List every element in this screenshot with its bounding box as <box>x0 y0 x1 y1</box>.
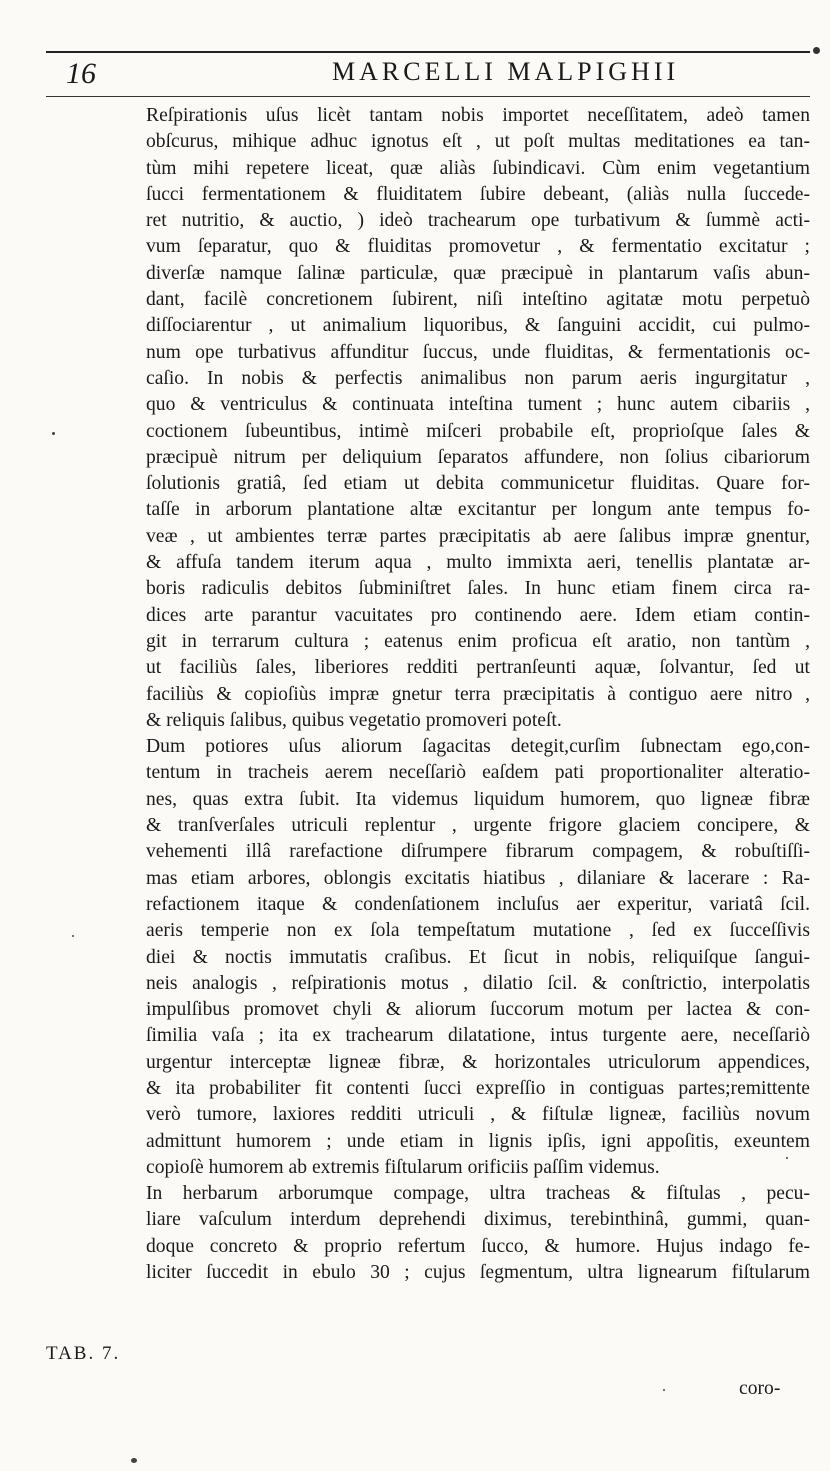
text-line: impulſibus promovet chyli & aliorum ſuccorum motum per lactea & con- <box>146 999 810 1021</box>
text-line: diei & noctis immutatis craſibus. Et ſicut in nobis, reliquiſque ſangui- <box>146 946 810 968</box>
text-line: urgentur interceptæ ligneæ fibræ, & horizontales utriculorum appendices, <box>146 1051 810 1073</box>
text-line: ut faciliùs ſales, liberiores redditi pertranſeunti aquæ, ſolvantur, ſed ut <box>146 657 810 679</box>
text-line: & affuſa tandem iterum aqua , multo immixta aeri, tenellis plantatæ ar- <box>146 552 810 574</box>
text-line: tùm mihi repetere liceat, quæ aliàs ſubindicavi. Cùm enim vegetantium <box>146 157 810 179</box>
text-line: præcipuè nitrum per deliquium ſeparatos affundere, non ſolius cibariorum <box>146 446 810 468</box>
text-line: mas etiam arbores, oblongis excitatis hiatibus , dilaniare & lacerare : Ra- <box>146 867 810 889</box>
body-text <box>146 103 810 1286</box>
ink-speck <box>131 1458 137 1463</box>
text-line: & reliquis ſalibus, quibus vegetatio promoveri poteſt. <box>146 709 562 731</box>
ink-speck <box>72 935 74 937</box>
text-line: ſimilia vaſa ; ita ex trachearum dilatatione, intus turgente aere, neceſſariò <box>146 1025 810 1047</box>
text-line: ret nutritio, & auctio, ) ideò trachearum ope turbativum & ſummè acti- <box>146 210 810 232</box>
text-line: dices arte parantur vacuitates pro continendo aere. Idem etiam contin- <box>146 604 810 626</box>
top-rule <box>46 51 810 53</box>
text-line: tentum in tracheis aerem neceſſariò eaſdem pati proportionaliter alteratio- <box>146 762 810 784</box>
text-line: dant, facilè concretionem ſubirent, niſi inteſtino agitatæ motu perpetuò <box>146 289 810 311</box>
text-line: coctionem ſubeuntibus, intimè miſceri probabile eſt, proprioſque ſales & <box>146 420 810 442</box>
text-line: doque concreto & proprio refertum ſucco, & humore. Hujus indago fe- <box>146 1235 810 1257</box>
text-line: caſio. In nobis & perfectis animalibus non parum aeris ingurgitatur , <box>146 367 810 389</box>
text-line: num ope turbativus affunditur ſuccus, unde fluiditas, & fermentationis oc- <box>146 341 810 363</box>
text-line: veæ , ut ambientes terræ partes præcipitatis ab aere ſalibus impræ gnentur, <box>146 525 810 547</box>
text-line: obſcurus, mihique adhuc ignotus eſt , ut poſt multas meditationes ea tan- <box>146 131 810 153</box>
text-line: copioſè humorem ab extremis fiſtularum orificiis paſſim videmus. <box>146 1156 660 1178</box>
text-line: admittunt humorem ; unde etiam in lignis ipſis, igni appoſitis, exeuntem <box>146 1130 810 1152</box>
ink-speck <box>52 432 55 435</box>
text-line: liciter ſuccedit in ebulo 30 ; cujus ſegmentum, ultra lignearum fiſtularum <box>146 1262 810 1284</box>
text-line: Reſpirationis uſus licèt tantam nobis importet neceſſitatem, adeò tamen <box>146 105 810 126</box>
text-line: Dum potiores uſus aliorum ſagacitas detegit,curſim ſubnectam ego,con- <box>146 736 810 758</box>
text-line: verò tumore, laxiores redditi utriculi , & fiſtulæ ligneæ, faciliùs novum <box>146 1104 810 1126</box>
catchword: coro- <box>739 1378 781 1399</box>
text-line: In herbarum arborumque compage, ultra tracheas & fiſtulas , pecu- <box>146 1183 810 1205</box>
text-line: vum ſeparatur, quo & fluiditas promovetur , & fermentatio excitatur ; <box>146 236 810 258</box>
text-line: boris radiculis debitos ſubminiſtret ſales. In hunc etiam finem circa ra- <box>146 578 810 600</box>
header-rule <box>46 96 810 97</box>
text-line: taſſe in arborum plantatione altæ excitantur per longum ante tempus fo- <box>146 499 810 521</box>
text-line: liare vaſculum interdum deprehendi diximus, terebinthinâ, gummi, quan- <box>146 1209 810 1231</box>
page-header <box>46 55 810 95</box>
text-line: faciliùs & copioſiùs impræ gnetur terra præcipitatis à contiguo aere nitro , <box>146 683 810 705</box>
text-line: git in terrarum cultura ; eatenus enim proficua eſt aratio, non tantùm , <box>146 630 810 652</box>
text-line: ſolutionis gratiâ, ſed etiam ut debita communicetur fluiditas. Quare for- <box>146 473 810 495</box>
text-line: neis analogis , reſpirationis motus , dilatio ſcil. & conſtrictio, interpolatis <box>146 972 810 994</box>
text-line: vehementi illâ rarefactione diſrumpere fibrarum compagem, & robuſtiſſi- <box>146 841 810 863</box>
text-line: diverſæ namque ſalinæ particulæ, quæ præcipuè in plantarum vaſis abun- <box>146 262 810 284</box>
text-line: aeris temperie non ex ſola tempeſtatum mutatione , ſed ex ſucceſſivis <box>146 920 810 942</box>
text-line: diſſociarentur , ut animalium liquoribus, & ſanguini accidit, cui pulmo- <box>146 315 810 337</box>
ink-speck <box>663 1389 665 1391</box>
ink-dot <box>813 47 820 54</box>
ink-speck <box>786 1157 788 1159</box>
text-line: refactionem itaque & condenſationem incluſus aer experitur, variatâ ſcil. <box>146 893 810 915</box>
margin-note: TAB. 7. <box>46 1343 121 1364</box>
text-line: ſucci fermentationem & fluiditatem ſubire debeant, (aliàs nulla ſuccede- <box>146 183 810 205</box>
text-line: nes, quas extra ſubit. Ita videmus liquidum humorem, quo ligneæ fibræ <box>146 788 810 810</box>
text-line: & tranſverſales utriculi replentur , urgente frigore glaciem concipere, & <box>146 815 810 837</box>
text-line: & ita probabiliter fit contenti ſucci expreſſio in contiguas partes;remittente <box>146 1077 810 1099</box>
page-number: 16 <box>66 57 96 90</box>
text-line: quo & ventriculus & continuata inteſtina tument ; hunc autem cibariis , <box>146 394 810 416</box>
running-head: MARCELLI MALPIGHII <box>332 57 680 86</box>
